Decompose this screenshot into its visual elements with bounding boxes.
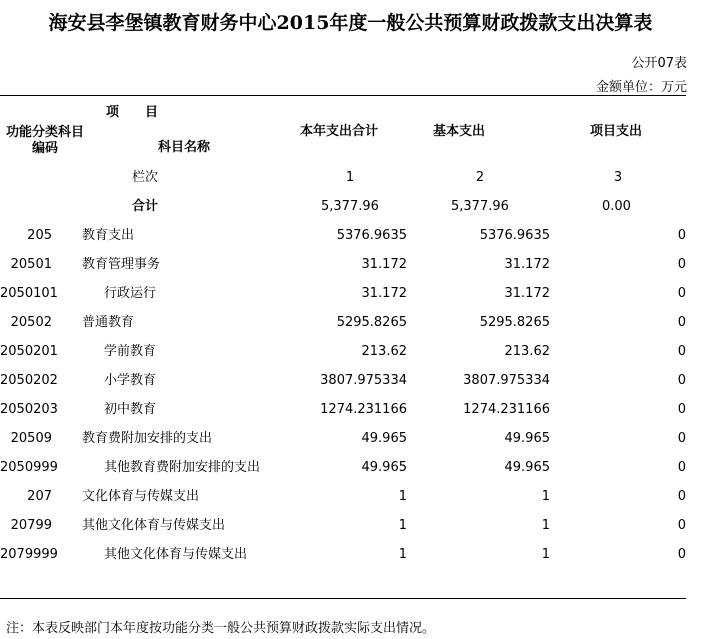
row-code: 20509 (10, 431, 52, 446)
header-total: 本年支出合计 (300, 124, 379, 139)
row-code: 20502 (10, 315, 52, 330)
row-name: 文化体育与传媒支出 (82, 489, 200, 504)
column-number-1: 1 (345, 170, 355, 185)
row-name: 行政运行 (104, 286, 157, 301)
row-basic: 1274.231166 (463, 402, 550, 417)
row-project: 0 (677, 518, 686, 533)
header-item: 项 目 (106, 105, 159, 120)
row-project: 0 (677, 402, 686, 417)
row-code: 2050202 (0, 373, 58, 388)
row-total: 1 (398, 518, 407, 533)
row-code: 2050203 (0, 402, 58, 417)
row-total: 213.62 (361, 344, 407, 359)
row-name: 其他教育费附加安排的支出 (104, 460, 261, 475)
row-project: 0 (677, 547, 686, 562)
row-code: 2050101 (0, 286, 58, 301)
row-basic: 49.965 (504, 431, 550, 446)
row-code: 205 (27, 228, 52, 243)
row-name: 学前教育 (104, 344, 157, 359)
row-project: 0 (677, 228, 686, 243)
total-row-label: 合计 (131, 199, 158, 214)
row-name: 教育支出 (82, 228, 135, 243)
row-basic: 5376.9635 (479, 228, 550, 243)
total-row-total: 5,377.96 (321, 199, 379, 214)
row-name: 初中教育 (104, 402, 157, 417)
top-rule (0, 95, 686, 96)
row-basic: 5295.8265 (479, 315, 550, 330)
row-code: 20501 (10, 257, 52, 272)
row-total: 1274.231166 (320, 402, 407, 417)
row-name: 教育费附加安排的支出 (82, 431, 213, 446)
row-total: 1 (398, 547, 407, 562)
row-project: 0 (677, 315, 686, 330)
row-name: 小学教育 (104, 373, 157, 388)
total-row-basic: 5,377.96 (451, 199, 509, 214)
row-total: 49.965 (361, 431, 407, 446)
footnote: 注：本表反映部门本年度按功能分类一般公共预算财政拨款实际支出情况。 (6, 621, 436, 636)
row-project: 0 (677, 373, 686, 388)
total-row-project: 0.00 (602, 199, 631, 214)
header-basic: 基本支出 (433, 124, 486, 139)
row-total: 5295.8265 (336, 315, 407, 330)
row-project: 0 (677, 344, 686, 359)
row-name: 普通教育 (82, 315, 135, 330)
column-number-3: 3 (613, 170, 623, 185)
row-project: 0 (677, 257, 686, 272)
row-project: 0 (677, 460, 686, 475)
row-basic: 1 (541, 518, 550, 533)
row-total: 49.965 (361, 460, 407, 475)
amount-unit: 金额单位：万元 (595, 80, 687, 95)
row-code: 2050201 (0, 344, 58, 359)
row-total: 31.172 (361, 257, 407, 272)
row-code: 207 (27, 489, 52, 504)
row-total: 3807.975334 (320, 373, 407, 388)
header-name: 科目名称 (158, 140, 211, 155)
row-basic: 31.172 (504, 257, 550, 272)
row-basic: 49.965 (504, 460, 550, 475)
row-basic: 3807.975334 (463, 373, 550, 388)
row-code: 2050999 (0, 460, 58, 475)
column-row-label: 栏次 (131, 170, 158, 185)
header-code: 功能分类科目编码 (6, 125, 85, 156)
page-title: 海安县李堡镇教育财务中心2015年度一般公共预算财政拨款支出决算表 (48, 12, 653, 34)
row-project: 0 (677, 286, 686, 301)
row-total: 1 (398, 489, 407, 504)
header-project: 项目支出 (590, 124, 643, 139)
row-name: 教育管理事务 (82, 257, 161, 272)
row-basic: 213.62 (504, 344, 550, 359)
bottom-rule (0, 598, 686, 599)
row-total: 31.172 (361, 286, 407, 301)
row-basic: 1 (541, 547, 550, 562)
column-number-2: 2 (475, 170, 485, 185)
row-code: 2079999 (0, 547, 58, 562)
row-name: 其他文化体育与传媒支出 (104, 547, 248, 562)
row-name: 其他文化体育与传媒支出 (82, 518, 226, 533)
row-project: 0 (677, 431, 686, 446)
row-total: 5376.9635 (336, 228, 407, 243)
row-basic: 1 (541, 489, 550, 504)
table-number: 公开07表 (631, 56, 687, 71)
row-basic: 31.172 (504, 286, 550, 301)
row-project: 0 (677, 489, 686, 504)
row-code: 20799 (10, 518, 52, 533)
